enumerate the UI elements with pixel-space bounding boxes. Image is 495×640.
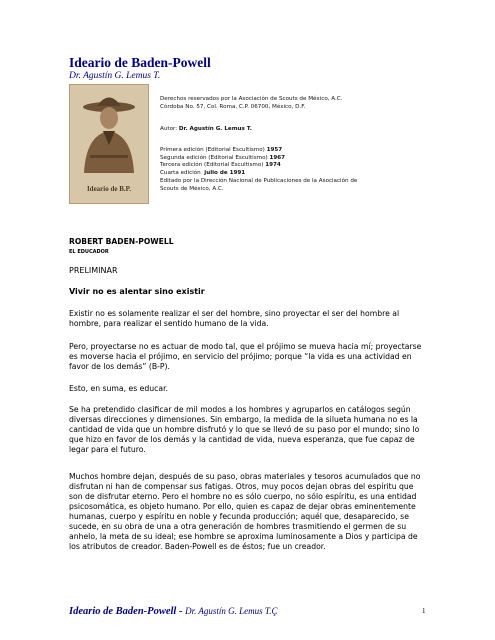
footer-title: Ideario de Baden-Powell [69,606,177,617]
edition-item: Tercera edición (Editorial Escultismo) 1974 [160,162,281,169]
chapter-title: ROBERT BADEN-POWELL [69,237,174,246]
body-paragraph: Muchos hombre dejan, después de su paso, obras materiales y tesoros acumulados que no disfrutan ni han de compensar sus fatigas. Otros, muy pocos dejan obras del espíritu que son de disfrutar eterno. Pero el hombre no es sólo cuerpo, no sólo espíritu, es una entidad psicosomática, es objeto humano. Por ello, quien es capaz de dejar obras eminentemente humanas, cuerpo y espíritu en noble y fecunda producción; aquél que, desaparecido, se sucede, en su obra de una a otra generación de hombres trasmitiendo el germen de su anhelo, la meta de su ideal; ese hombre se aproxima luminosamente a Dios y participa de los atributos de creador. Baden-Powell es de éstos; fue un creador. [69,472,421,551]
publisher-note [160,178,400,193]
publisher-line: Scouts de México, A.C. [160,185,224,192]
author-label: Autor: [160,126,178,132]
body-paragraph: Pero, proyectarse no es actuar de modo tal, que el prójimo se mueva hacia mí; proyectarse es moverse hacia el prójimo, en servicio del prójimo; porque “la vida es una actividad en favor de los demás” (B-P). [69,342,422,371]
section-heading: Vivir no es alentar sino existir [69,287,205,296]
chapter-subtitle: EL EDUCADOR [69,249,109,255]
edition-item: Primera edición (Editorial Escultismo) 1957 [160,147,283,153]
footer-separator: - [176,606,186,617]
rights-notice [160,96,400,111]
edition-list [160,147,400,177]
section-label: PRELIMINAR [69,266,118,275]
document-title: Ideario de Baden-Powell [69,55,211,70]
body-paragraph: Esto, en suma, es educar. [69,384,168,393]
cover-photo [69,84,149,204]
body-paragraph: Existir no es solamente realizar el ser del hombre, sino proyectar el ser del hombre al hombre, para realizar el sentido humano de la vida. [69,309,400,328]
edition-item: Cuarta edición julio de 1991 [160,169,246,176]
photo-caption: Ideario de B.P. [86,185,132,193]
rights-line: Derechos reservados por la Asociación de Scouts de México, A.C. [160,96,343,102]
edition-item: Segunda edición (Editorial Escultismo) 1967 [160,154,286,161]
body-paragraph: Se ha pretendido clasificar de mil modos a los hombres y agruparlos en catálogos según diversas direcciones y dimensiones. Sin embargo, la medida de la silueta humana no es la cantidad de vida que un hombre disfrutó y lo que se llevó de su paso por el mundo; sino lo que hizo en favor de los demás y la cantidad de vida, nueva esperanza, que fue capaz de legar para el futuro. [69,405,420,454]
page-footer [69,606,278,617]
publisher-line: Editado por la Dirección Nacional de Publicaciones de la Asociación de [160,178,358,184]
footer-author: Dr. Agustín G. Lemus T.Ç [185,606,278,616]
author-credit [160,126,400,134]
address-line: Córdoba No. 57, Col. Roma, C.P. 06700, México, D.F. [160,103,306,110]
document-author: Dr. Agustín G. Lemus T. [69,71,161,81]
page-number: 1 [422,607,426,615]
author-name: Dr. Agustín G. Lemus T. [178,126,252,132]
